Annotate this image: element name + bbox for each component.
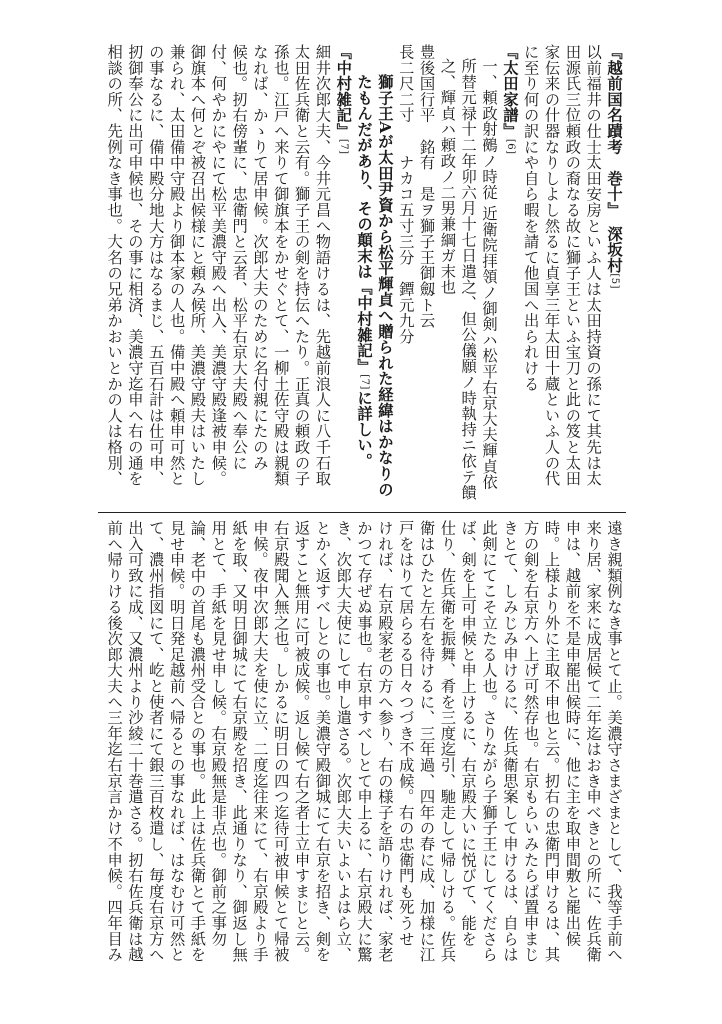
column-text: 方の剣を右京方へ上げ可然存也。右京もらいみたらば置申まじ [521, 520, 540, 963]
text-column [458, 520, 478, 986]
column-text: 以前福井の仕士太田安房といふ人は太田持資の孫にて其先は太 [584, 44, 603, 487]
column-text: 一、頼政射鵺ノ時従 近衛院拝領ノ御剣ハ松平右京大夫輝貞依 [480, 58, 499, 490]
column-text: き、次郎大夫使にして申し遣さる。次郎大夫いよいよはら立、 [334, 520, 353, 963]
column-text: 用とて、手紙を見せ申し候。右京殿無是非点也。御前之事勿 [209, 520, 228, 947]
column-text: 候也。扨右傍輩に、忠衛門と云者、松平右京大夫殿へ奉公に [230, 44, 249, 471]
text-column [521, 520, 541, 986]
text-column [167, 520, 187, 986]
footnote-ref: [7] [338, 138, 350, 155]
column-text: 孫也。江戸へ来りて御旗本をかせぐとて、一柳土佐守殿は親類 [271, 44, 290, 487]
column-text: の事なるに、備中殿分地大方はなるまじ、五百石計は仕可申、 [146, 44, 165, 487]
column-text: 御旗本へ何とぞ被召出候様にと頼み候所、美濃守殿夫はいたし [188, 44, 207, 487]
text-column [229, 520, 249, 986]
column-text: 衛はひたと左右を待けるに、三年過、四年の春に成、加様に江 [417, 520, 436, 963]
footnote-ref: [6] [504, 138, 516, 155]
text-column [146, 44, 166, 506]
column-text: 所替元禄十二年卯六月十七日遣之、但公儀願ノ時執持ニ依テ饋 [459, 58, 478, 501]
column-text: 長二尺二寸 ナカコ五寸三分 鐔元九分 [396, 44, 415, 345]
column-text: て、濃州指図にて、屹と使者にて銀三百枚遣し、毎度右京方へ [146, 520, 165, 963]
text-column [396, 520, 416, 986]
text-column [250, 520, 270, 986]
column-text: 申候。夜中次郎大夫を使に立、二度迄往来にて、右京殿より手 [250, 520, 269, 963]
text-column [354, 520, 374, 986]
column-text: 付、何やかにやにて松平美濃守殿へ出入、美濃守殿逢被申候。 [209, 44, 228, 487]
text-column [271, 44, 291, 506]
text-column [604, 520, 624, 986]
text-column [167, 44, 187, 506]
column-text: 田源氏三位頼政の裔なる故に獅子王といふ宝刀と此の笈と太田 [563, 44, 582, 487]
column-text: ば、剣を上可申候と申上けるに、右京殿大いに悦びて、能を [459, 520, 478, 947]
column-text: 戸をはりて居らるる日々つづき不成候。右の忠衛門も死うせ [396, 520, 415, 947]
text-column [375, 520, 395, 986]
column-text: ければ、右京殿家老の方へ参り、右の様子を語りければ、家老 [375, 520, 394, 963]
column-text: 論、老中の首尾も濃州受合との事也。此上は佐兵衛とて手紙を [188, 520, 207, 963]
text-column [208, 520, 228, 986]
text-column [250, 44, 270, 506]
text-column [333, 520, 353, 986]
column-text: 家伝来の什器なりしよし然るに貞享三年太田十蔵といふ人の代 [542, 44, 561, 487]
text-column [208, 44, 228, 506]
text-column [500, 44, 520, 506]
footnote-ref: [7] [359, 374, 371, 390]
column-text: 此剣にてこそ立たる人也。さりながら子獅子王にしてくださら [480, 520, 499, 963]
column-text: 時。上様より外に主取不申也と云。扨右の忠衛門申けるは、其 [542, 520, 561, 963]
text-column [125, 520, 145, 986]
column-text: 右京殿聞入無之也。しかるに明日の四つ迄待可被申候とて帰被 [271, 520, 290, 963]
column-text: に至り何の訳にや自ら暇を請て他国へ出られける [521, 44, 540, 392]
column-text: なれば、かゝりて居申候。次郎大夫のために名付親にたのみ [250, 44, 269, 471]
column-text: 獅子王Aが太田尹資から松平輝貞へ贈られた経緯はかなりの [375, 74, 394, 498]
column-text: 返すこと無用に可被成候。返し候て右之者士立申すまじと云。 [292, 520, 311, 963]
column-text: 細井次郎大夫、今井元昌へ物語けるは、先越前浪人に八千石取 [313, 44, 332, 487]
text-column [542, 520, 562, 986]
text-column [583, 44, 603, 506]
column-text: 『越前国名蹟考 巻十』 深坂村 [605, 44, 623, 274]
text-column [104, 44, 124, 506]
column-text-tail: に詳しい。 [355, 389, 374, 469]
text-column [312, 520, 332, 986]
text-column [333, 44, 353, 506]
text-column [292, 520, 312, 986]
text-column [583, 520, 603, 986]
column-text: 遠き親類例なき事とて止。美濃守さまざまとして、我等手前へ [605, 520, 623, 963]
column-text: 扨御奉公に出可申候也、その事に相済、美濃守迄申へ右の通を [125, 44, 144, 487]
text-column [292, 44, 312, 506]
text-column [375, 44, 395, 506]
text-column [312, 44, 332, 506]
section-divider [98, 512, 626, 513]
column-text: 出入可致に成、又濃州より沙綾二十巻遣さる。扨右佐兵衛は越 [125, 520, 144, 963]
column-text: 見せ申候。明日発足越前へ帰るとの事なれば、はなむけ可然と [167, 520, 186, 963]
text-column [500, 520, 520, 986]
column-text: 前へ帰りける後次郎大夫へ三年迄右京言かけ不申候。四年目み [105, 520, 124, 963]
text-column [437, 520, 457, 986]
text-column [271, 520, 291, 986]
bottom-section [104, 520, 624, 986]
column-text: 来り居、家来に成居候て二年迄はおき申べきとの所に、佐兵衛 [584, 520, 603, 963]
text-column [417, 44, 437, 506]
column-text: 兼られ、太田備中守殿より御本家の人也。備中殿へ頼申可然と [167, 44, 186, 487]
text-column [146, 520, 166, 986]
column-text: 相談の所、先例なき事也。大名の兄弟かおいとかの人は格別、 [105, 44, 124, 487]
text-column [125, 44, 145, 506]
top-section [104, 44, 624, 506]
text-column [229, 44, 249, 506]
column-text: 豊後国行平 銘有 是ヲ獅子王御劔ト云 [417, 44, 436, 329]
text-column [458, 44, 478, 506]
text-column [562, 44, 582, 506]
footnote-ref: [5] [609, 273, 620, 290]
column-text: 仕り、佐兵衛を振舞、肴を三度迄引、馳走して帰しける。佐兵 [438, 520, 457, 963]
column-text: たもんだがあり、その顛末は『中村雑記』 [355, 74, 374, 375]
text-column [354, 44, 374, 506]
text-column [396, 44, 416, 506]
column-text: 『中村雑記』 [334, 44, 353, 139]
text-column [479, 44, 499, 506]
text-column [104, 520, 124, 986]
text-column [437, 44, 457, 506]
column-text: 申は、越前を不是申罷出候時に、他に主を取申間敷と罷出候 [563, 520, 582, 947]
text-column [479, 520, 499, 986]
text-column [417, 520, 437, 986]
text-column [562, 520, 582, 986]
text-column [521, 44, 541, 506]
column-text: 『太田家譜』 [500, 44, 519, 139]
text-column [542, 44, 562, 506]
text-column [187, 44, 207, 506]
text-column [187, 520, 207, 986]
column-text: かつて存ぜぬ事也。右京申すべしとて申上るに、右京殿大に驚 [355, 520, 374, 963]
text-column [604, 44, 624, 506]
column-text: とかく返すべしとの事也。美濃守殿御城にて右京を招き、剣を [313, 520, 332, 963]
column-text: 太田佐兵衛と云有。獅子王の剣を持伝へたり。正真の頼政の子 [292, 44, 311, 487]
column-text: きとて、しみじみ申けるに、佐兵衛思案して申けるは、自らは [500, 520, 519, 963]
column-text: 紙を取、又明日御城にて右京殿を招き、此通りなり、御返し無 [230, 520, 249, 963]
column-text: 之、輝貞ハ頼政ノ二男兼綱ガ末也 [438, 58, 457, 295]
